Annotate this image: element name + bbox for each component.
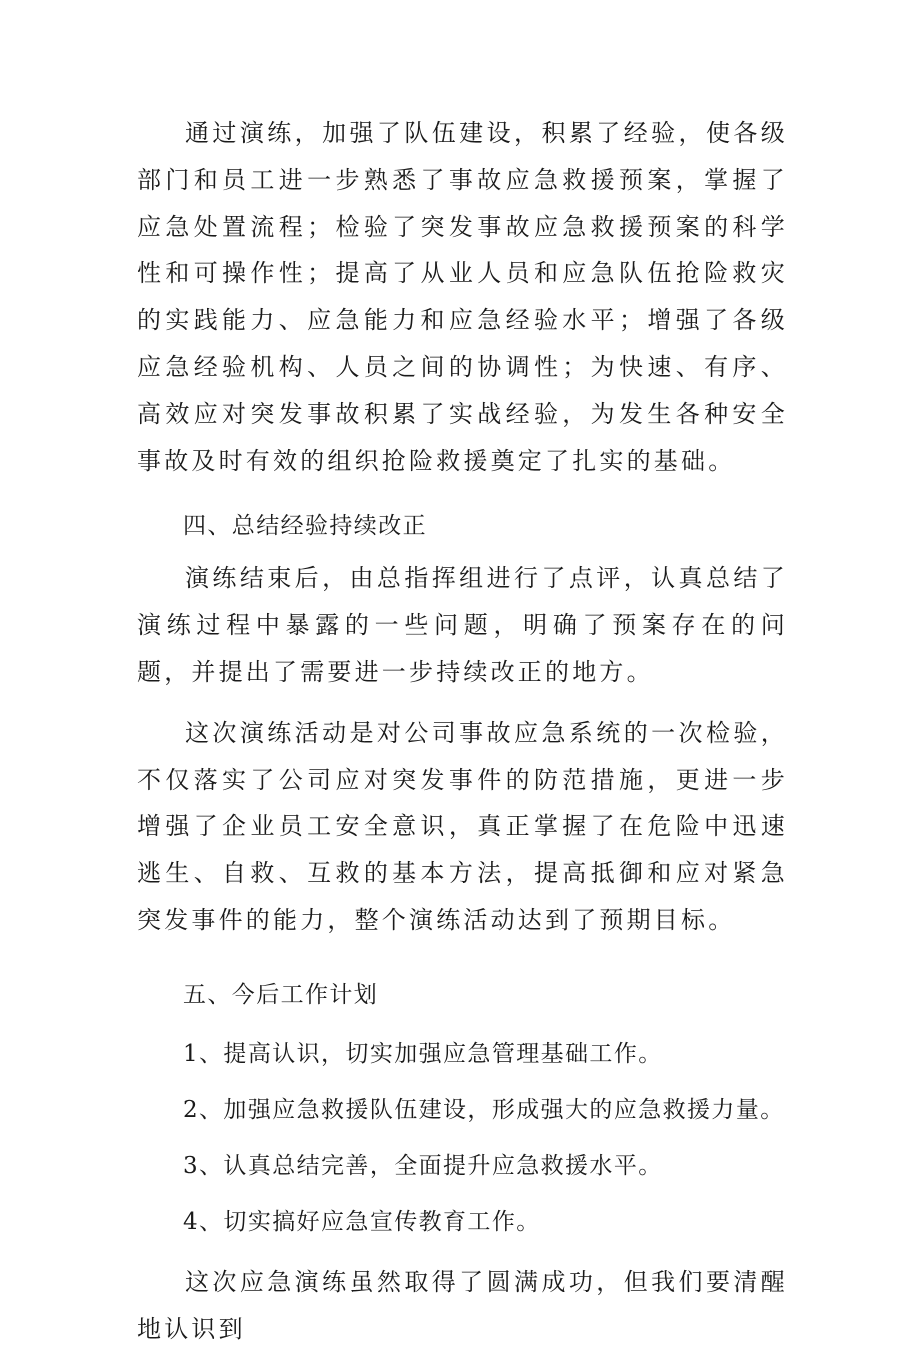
spacer <box>137 944 788 964</box>
spacer <box>137 1024 788 1035</box>
spacer <box>137 484 788 495</box>
paragraph-closing: 这次应急演练虽然取得了圆满成功，但我们要清醒地认识到 <box>137 1267 788 1343</box>
plan-item: 2、加强应急救援队伍建设，形成强大的应急救援力量。 <box>183 1096 785 1123</box>
plan-item: 3、认真总结完善，全面提升应急救援水平。 <box>183 1152 663 1179</box>
section-heading-summary: 四、总结经验持续改正 <box>183 513 427 540</box>
paragraph-drill-evaluation: 这次演练活动是对公司事故应急系统的一次检验，不仅落实了公司应对突发事件的防范措施，更进一步增强了企业员工安全意识，真正掌握了在危险中迅速逃生、自救、互救的基本方法，提高抵御和应对紧急突发事件的能力，整个演练活动达到了预期目标。 <box>137 718 788 934</box>
section-heading-plan: 五、今后工作计划 <box>183 981 379 1008</box>
spacer <box>137 696 788 710</box>
paragraph-drill-results: 通过演练，加强了队伍建设，积累了经验，使各级部门和员工进一步熟悉了事故应急救援预案，掌握了应急处置流程；检验了突发事故应急救援预案的科学性和可操作性；提高了从业人员和应急队伍抢险救灾的实践能力、应急能力和应急经验水平；增强了各级应急经验机构、人员之间的协调性；为快速、有序、高效应对突发事故积累了实战经验，为发生各种安全事故及时有效的组织抢险救援奠定了扎实的基础。 <box>137 119 788 475</box>
paragraph-drill-review: 演练结束后，由总指挥组进行了点评，认真总结了演练过程中暴露的一些问题，明确了预案存在的问题，并提出了需要进一步持续改正的地方。 <box>137 564 788 686</box>
plan-item: 4、切实搞好应急宣传教育工作。 <box>183 1208 541 1235</box>
plan-item: 1、提高认识，切实加强应急管理基础工作。 <box>183 1040 663 1067</box>
